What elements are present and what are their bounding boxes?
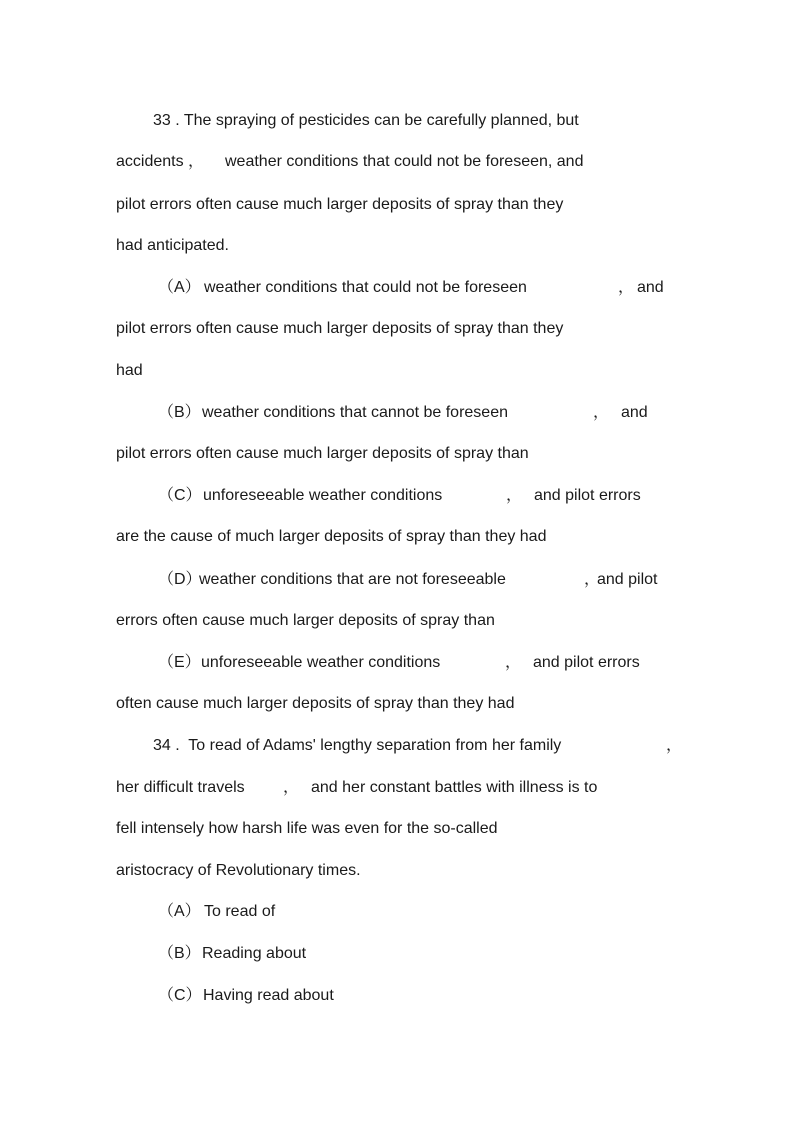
q34-stem-line-3: fell intensely how harsh life was even for the so-called [116, 820, 498, 837]
q33-option-b-cont-1: pilot errors often cause much larger deposits of spray than [116, 445, 529, 462]
q34-stem-line-1-sep: ， [666, 737, 683, 754]
q33-option-c-cont-1: are the cause of much larger deposits of spray than they had [116, 528, 547, 545]
q34-option-c-text: Having read about [203, 987, 334, 1004]
q34-option-a-text: To read of [204, 903, 276, 920]
q33-option-e-sep: ， [505, 654, 522, 671]
q33-stem-line-3: pilot errors often cause much larger deposits of spray than they [116, 196, 564, 213]
q33-option-b-text: weather conditions that cannot be foreseen [202, 404, 508, 421]
q33-option-a-sep: ， [618, 279, 635, 296]
q34-option-b-text: Reading about [202, 945, 307, 962]
q34-option-a-label: （A） [158, 903, 201, 920]
q33-option-b-tail: and [621, 404, 648, 421]
q34-stem-line-1: 34 . To read of Adams' lengthy separation from her family [153, 737, 562, 754]
q33-option-e-text: unforeseeable weather conditions [201, 654, 441, 671]
q33-option-c-text: unforeseeable weather conditions [203, 487, 443, 504]
q33-option-a-label: （A） [158, 279, 201, 296]
q33-option-d-cont-1: errors often cause much larger deposits of spray than [116, 612, 495, 629]
q33-option-c-sep: ， [506, 487, 523, 504]
q33-option-b-sep: ， [593, 404, 610, 421]
q34-stem-line-2-sep: ， [283, 779, 300, 796]
q33-option-e-label: （E） [158, 654, 201, 671]
q33-stem-line-4: had anticipated. [116, 237, 229, 254]
q33-option-a-tail: and [637, 279, 664, 296]
q33-option-d-label: （D） [158, 571, 202, 588]
q34-option-b-label: （B） [158, 945, 201, 962]
q33-option-b-label: （B） [158, 404, 201, 421]
q34-stem-line-2a: her difficult travels [116, 779, 245, 796]
q33-option-e-cont-1: often cause much larger deposits of spray than they had [116, 695, 515, 712]
q33-option-a-text: weather conditions that could not be foreseen [204, 279, 527, 296]
q33-option-a-cont-1: pilot errors often cause much larger deposits of spray than they [116, 320, 564, 337]
q33-option-a-cont-2: had [116, 362, 143, 379]
q33-option-d-text: weather conditions that are not foreseeable [199, 571, 506, 588]
q34-stem-line-4: aristocracy of Revolutionary times. [116, 862, 361, 879]
q33-stem-line-2b: weather conditions that could not be foreseen, and [225, 153, 584, 170]
q34-option-c-label: （C） [158, 987, 202, 1004]
q33-option-c-label: （C） [158, 487, 202, 504]
q33-option-e-tail: and pilot errors [533, 654, 640, 671]
q33-stem-line-2a: accidents ， [116, 153, 205, 170]
q34-stem-line-2b: and her constant battles with illness is to [311, 779, 598, 796]
q33-stem-line-1: 33 . The spraying of pesticides can be carefully planned, but [153, 112, 579, 129]
q33-option-d-sep: ， [584, 571, 601, 588]
q33-option-d-tail: and pilot [597, 571, 658, 588]
q33-option-c-tail: and pilot errors [534, 487, 641, 504]
